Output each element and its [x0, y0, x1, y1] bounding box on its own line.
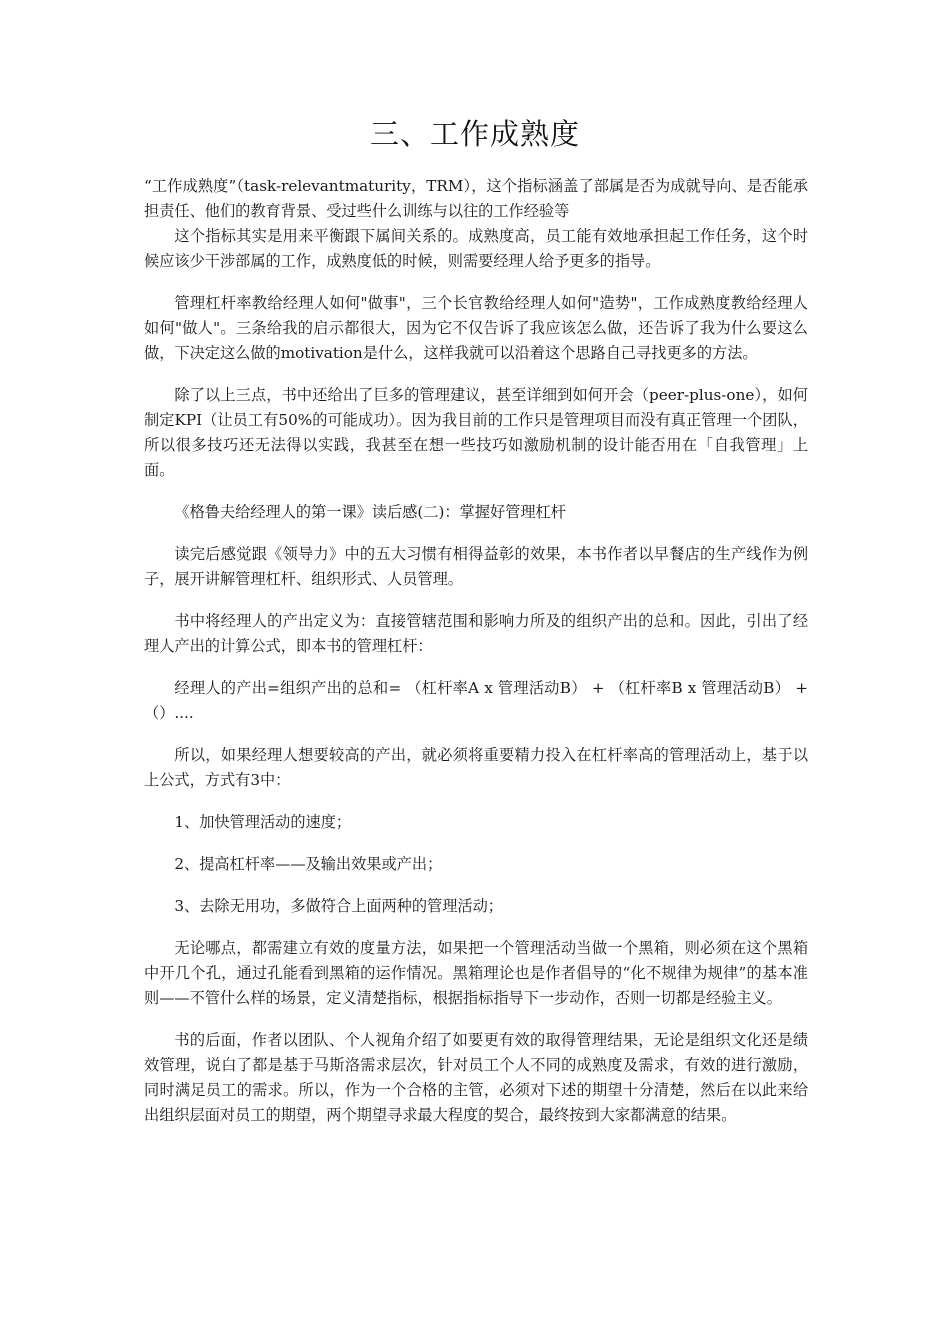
- paragraph-section-heading: 《格鲁夫给经理人的第一课》读后感(二)：掌握好管理杠杆: [174, 503, 566, 521]
- paragraph-conclusion: 书的后面，作者以团队、个人视角介绍了如要更有效的取得管理结果，无论是组织文化还是绩效管理，说白了都是基于马斯洛需求层次，针对员工个人不同的成熟度及需求，有效的进行激励，同时满足员工的需求。所以，作为一个合格的主管，必须对下述的期望十分清楚，然后在以此来给出组织层面对员工的期望，两个期望寻求最大程度的契合，最终按到大家都满意的结果。: [144, 1031, 808, 1124]
- paragraph-formula: 经理人的产出=组织产出的总和= （杠杆率A x 管理活动B） + （杠杆率B x 管理活动B） + （）....: [144, 679, 808, 722]
- document-body: [144, 174, 808, 1128]
- paragraph-management-advice: 除了以上三点，书中还给出了巨多的管理建议，甚至详细到如何开会（peer-plus-one），如何制定KPI（让员工有50%的可能成功）。因为我目前的工作只是管理项目而没有真正管理一个团队，所以很多技巧还无法得以实践，我甚至在想一些技巧如激励机制的设计能否用在「自我管理」上面。: [144, 386, 808, 479]
- paragraph-trm-definition: “工作成熟度”（task-relevantmaturity，TRM），这个指标涵盖了部属是否为成就导向、是否能承担责任、他们的教育背景、受过些什么训练与以往的工作经验等: [144, 177, 808, 220]
- paragraph-methods-intro: 所以，如果经理人想要较高的产出，就必须将重要精力投入在杠杆率高的管理活动上，基于以上公式，方式有3中：: [144, 746, 808, 789]
- paragraph-output-definition: 书中将经理人的产出定义为：直接管辖范围和影响力所及的组织产出的总和。因此，引出了经理人产出的计算公式，即本书的管理杠杆：: [144, 612, 808, 655]
- paragraph-three-lessons: 管理杠杆率教给经理人如何"做事"，三个长官教给经理人如何"造势"，工作成熟度教给经理人如何"做人"。三条给我的启示都很大，因为它不仅告诉了我应该怎么做，还告诉了我为什么要这么做，下决定这么做的motivation是什么，这样我就可以沿着这个思路自己寻找更多的方法。: [144, 294, 808, 362]
- list-item-2: 2、提高杠杆率——及输出效果或产出；: [174, 855, 443, 873]
- page-title: 三、工作成熟度: [369, 117, 580, 151]
- paragraph-reading-impression: 读完后感觉跟《领导力》中的五大习惯有相得益彰的效果，本书作者以早餐店的生产线作为例子，展开讲解管理杠杆、组织形式、人员管理。: [144, 545, 808, 588]
- list-item-1: 1、加快管理活动的速度；: [174, 813, 352, 831]
- list-item-3: 3、去除无用功，多做符合上面两种的管理活动；: [174, 897, 503, 915]
- paragraph-trm-purpose: 这个指标其实是用来平衡跟下属间关系的。成熟度高，员工能有效地承担起工作任务，这个时候应该少干涉部属的工作，成熟度低的时候，则需要经理人给予更多的指导。: [144, 227, 808, 270]
- paragraph-black-box: 无论哪点，都需建立有效的度量方法，如果把一个管理活动当做一个黑箱，则必须在这个黑箱中开几个孔，通过孔能看到黑箱的运作情况。黑箱理论也是作者倡导的“化不规律为规律”的基本准则——不管什么样的场景，定义清楚指标，根据指标指导下一步动作，否则一切都是经验主义。: [144, 939, 808, 1007]
